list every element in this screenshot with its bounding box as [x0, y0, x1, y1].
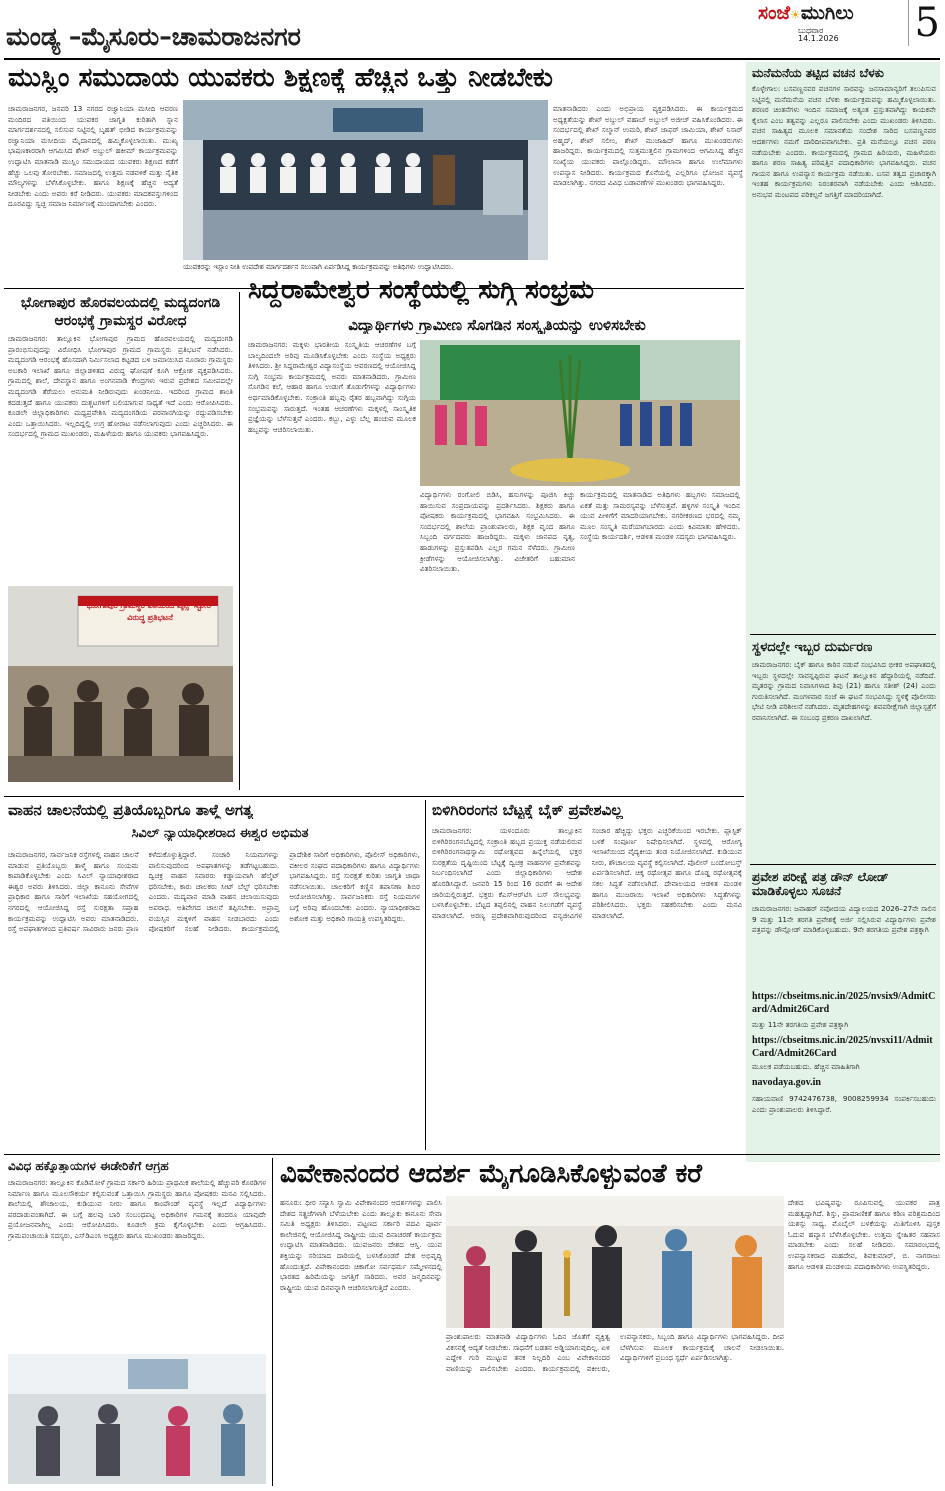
sidebar-url-mid: ಮತ್ತು 11ನೇ ತರಗತಿಯ ಪ್ರವೇಶ ಪತ್ರಕ್ಕಾಗಿ [752, 1020, 849, 1029]
mid-rule [4, 796, 744, 797]
sidebar-rule-1 [750, 634, 936, 635]
story7-body-left: ಹನೂರು: ಧೀರ ಸನ್ಯಾಸಿ ಸ್ವಾಮಿ ವಿವೇಕಾನಂದರ ಆದರ್ಶಗಳನ್ನು ಪಾಲಿಸಿ ದೇಶದ ಸತ್ಪ್ರಜೆಗಳಾಗಿ ಬೆಳೆಯಬೇಕು ಎಂದು ತಾಲ್ಲೂಕು ಕಾನೂನು ಸೇವಾ ಸಮಿತಿ ಅಧ್ಯಕ್ಷರು ತಿಳಿಸಿದರು. ಪಟ್ಟಣದ ಸರ್ಕಾರಿ ಪದವಿ ಪೂರ್ವ ಕಾಲೇಜಿನಲ್ಲಿ ಆಯೋಜಿಸಿದ್ದ ರಾಷ್ಟ್ರೀಯ ಯುವ ದಿನಾಚರಣೆ ಕಾರ್ಯಕ್ರಮ ಉದ್ಘಾಟಿಸಿ ಮಾತನಾಡಿದರು. ಯುವಜನರು ದೇಶದ ಆಸ್ತಿ. ಯುವ ಶಕ್ತಿಯನ್ನು ಸರಿಯಾದ ದಾರಿಯಲ್ಲಿ ಬಳಸಿಕೊಂಡರೆ ದೇಶ ಅಭಿವೃದ್ಧಿ ಹೊಂದುತ್ತದೆ. ವಿವೇಕಾನಂದರು ಚಿಕಾಗೋ ಸರ್ವಧರ್ಮ ಸಮ್ಮೇಳನದಲ್ಲಿ ಭಾರತದ ಹಿರಿಮೆಯನ್ನು ಜಗತ್ತಿಗೆ ಸಾರಿದರು. ಅವರ ಜನ್ಮದಿನವನ್ನು ರಾಷ್ಟ್ರೀಯ ಯುವ ದಿನವನ್ನಾಗಿ ಆಚರಿಸಲಾಗುತ್ತಿದೆ ಎಂದರು. [280, 1198, 442, 1292]
header-rule [4, 58, 940, 60]
story6-headline: ವಿವಿಧ ಹಕ್ಕೊತ್ತಾಯಗಳ ಈಡೇರಿಕೆಗೆ ಆಗ್ರಹ [8, 1160, 169, 1173]
story7-body-mid: ಪ್ರಾಂಶುಪಾಲರು ಮಾತನಾಡಿ ವಿದ್ಯಾರ್ಥಿಗಳು ಓದಿನ ಜೊತೆಗೆ ವ್ಯಕ್ತಿತ್ವ ವಿಕಸನಕ್ಕೆ ಆದ್ಯತೆ ನೀಡಬೇಕು. ಸಾಧನೆಗೆ ಬಡತನ ಅಡ್ಡಿಯಾಗುವುದಿಲ್ಲ. ಏಳಿ ಎದ್ದೇಳಿ ಗುರಿ ಮುಟ್ಟುವ ತನಕ ನಿಲ್ಲದಿರಿ ಎಂಬ ವಿವೇಕಾನಂದರ ವಾಣಿಯನ್ನು ಪಾಲಿಸಬೇಕು ಎಂದರು. ಕಾರ್ಯಕ್ರಮದಲ್ಲಿ ವಕೀಲರು, ಉಪನ್ಯಾಸಕರು, ಸಿಬ್ಬಂದಿ ಹಾಗೂ ವಿದ್ಯಾರ್ಥಿಗಳು ಭಾಗವಹಿಸಿದ್ದರು. ದೀಪ ಬೆಳಗಿಸುವ ಮೂಲಕ ಕಾರ್ಯಕ್ರಮಕ್ಕೆ ಚಾಲನೆ ನೀಡಲಾಯಿತು. ವಿದ್ಯಾರ್ಥಿಗಳಿಗೆ ಪ್ರಬಂಧ ಸ್ಪರ್ಧೆ ಏರ್ಪಡಿಸಲಾಗಿತ್ತು. [446, 1332, 784, 1373]
story6-photo [8, 1354, 266, 1484]
masthead [758, 0, 940, 46]
sidebar-phones: ಸಹಾಯವಾಣಿ 9742476738, 9008259934 ಸಂಪರ್ಕಿಸಬಹುದು ಎಂದು ಪ್ರಾಂಶುಪಾಲರು ತಿಳಿಸಿದ್ದಾರೆ. [752, 1094, 936, 1114]
logo-part-1: ಸಂಜೆ [758, 2, 791, 24]
story5-body: ಚಾಮರಾಜನಗರ: ಯಳಂದೂರು ತಾಲ್ಲೂಕಿನ ಬಿಳಿಗಿರಿರಂಗನಬೆಟ್ಟದಲ್ಲಿ ಸಂಕ್ರಾಂತಿ ಹಬ್ಬದ ಪ್ರಯುಕ್ತ ನಡೆಯಲಿರುವ ಬಿಳಿಗಿರಿರಂಗನಾಥಸ್ವಾಮಿ ರಥೋತ್ಸವದ ಹಿನ್ನೆಲೆಯಲ್ಲಿ ಭಕ್ತರ ಸುರಕ್ಷತೆಯ ದೃಷ್ಟಿಯಿಂದ ಬೆಟ್ಟಕ್ಕೆ ದ್ವಿಚಕ್ರ ವಾಹನಗಳ ಪ್ರವೇಶವನ್ನು ನಿರ್ಬಂಧಿಸಲಾಗಿದೆ ಎಂದು ಜಿಲ್ಲಾಧಿಕಾರಿಗಳು ಆದೇಶ ಹೊರಡಿಸಿದ್ದಾರೆ. ಜನವರಿ 15 ರಿಂದ 16 ರವರೆಗೆ ಈ ಆದೇಶ ಜಾರಿಯಲ್ಲಿರುತ್ತದೆ. ಭಕ್ತರು ಕೆಎಸ್‌ಆರ್‌ಟಿಸಿ ಬಸ್ ಸೌಲಭ್ಯವನ್ನು ಬಳಸಿಕೊಳ್ಳಬೇಕು. ಬೆಟ್ಟದ ತಪ್ಪಲಿನಲ್ಲಿ ವಾಹನ ನಿಲುಗಡೆಗೆ ವ್ಯವಸ್ಥೆ ಮಾಡಲಾಗಿದೆ. ಅರಣ್ಯ ಪ್ರದೇಶವಾಗಿರುವುದರಿಂದ ವನ್ಯಜೀವಿಗಳ ಸಂಚಾರ ಹೆಚ್ಚಿದ್ದು ಭಕ್ತರು ಎಚ್ಚರಿಕೆಯಿಂದ ಇರಬೇಕು. ಪ್ಲಾಸ್ಟಿಕ್ ಬಳಕೆ ಸಂಪೂರ್ಣ ನಿಷೇಧಿಸಲಾಗಿದೆ. ಸ್ಥಳದಲ್ಲಿ ಆರೋಗ್ಯ ಇಲಾಖೆಯಿಂದ ವೈದ್ಯಕೀಯ ತಂಡ ನಿಯೋಜಿಸಲಾಗಿದೆ. ಕುಡಿಯುವ ನೀರು, ಶೌಚಾಲಯ ವ್ಯವಸ್ಥೆ ಕಲ್ಪಿಸಲಾಗಿದೆ. ಪೊಲೀಸ್ ಬಂದೋಬಸ್ತ್ ಏರ್ಪಡಿಸಲಾಗಿದೆ. ಚಿಕ್ಕ ರಥೋತ್ಸವ ಹಾಗೂ ದೊಡ್ಡ ರಥೋತ್ಸವಕ್ಕೆ ಸಕಲ ಸಿದ್ಧತೆ ನಡೆಸಲಾಗಿದೆ. ದೇವಾಲಯದ ಆಡಳಿತ ಮಂಡಳಿ ಹಾಗೂ ಮುಜರಾಯಿ ಇಲಾಖೆ ಅಧಿಕಾರಿಗಳು ಸಿದ್ಧತೆಗಳನ್ನು ಪರಿಶೀಲಿಸಿದರು. ಭಕ್ತರು ಸಹಕರಿಸಬೇಕು ಎಂದು ಮನವಿ ಮಾಡಲಾಗಿದೆ. [432, 826, 742, 920]
issue-date: 14.1.2026 [798, 34, 839, 43]
page-number: 5 [908, 0, 940, 46]
story7-body-right: ದೇಶದ ಭವಿಷ್ಯವನ್ನು ರೂಪಿಸುವಲ್ಲಿ ಯುವಕರ ಪಾತ್ರ ಮಹತ್ವದ್ದಾಗಿದೆ. ಶಿಸ್ತು, ಪ್ರಾಮಾಣಿಕತೆ ಹಾಗೂ ಕಠಿಣ ಪರಿಶ್ರಮದಿಂದ ಯಶಸ್ಸು ಸಾಧ್ಯ. ಮೊಬೈಲ್ ಬಳಕೆಯನ್ನು ಮಿತಿಗೊಳಿಸಿ ಪುಸ್ತಕ ಓದುವ ಹವ್ಯಾಸ ಬೆಳೆಸಿಕೊಳ್ಳಬೇಕು. ಉತ್ತಮ ಸ್ನೇಹಿತರ ಸಹವಾಸ ಮಾಡಬೇಕು ಎಂದು ಸಲಹೆ ನೀಡಿದರು. ಸಮಾರಂಭದಲ್ಲಿ ಉಪನ್ಯಾಸಕರಾದ ಮಹದೇವ, ಶಿವಕುಮಾರ್, ಬಿ. ನಾಗರಾಜು ಹಾಗೂ ಆಡಳಿತ ಮಂಡಳಿಯ ಪದಾಧಿಕಾರಿಗಳು ಉಪಸ್ಥಿತರಿದ್ದರು. [788, 1198, 940, 1271]
story7-headline: ವಿವೇಕಾನಂದರ ಆದರ್ಶ ಮೈಗೂಡಿಸಿಕೊಳ್ಳುವಂತೆ ಕರೆ [280, 1160, 703, 1189]
column-divider [239, 292, 240, 790]
story2-body: ಚಾಮರಾಜನಗರ: ತಾಲ್ಲೂಕಿನ ಭೋಗಾಪುರ ಗ್ರಾಮದ ಹೊರವಲಯದಲ್ಲಿ ಮದ್ಯದಂಗಡಿ ಪ್ರಾರಂಭಿಸುವುದನ್ನು ವಿರೋಧಿಸಿ ಭೋಗಾಪುರ ಗ್ರಾಮದ ಗ್ರಾಮಸ್ಥರು ಪ್ರತಿಭಟನೆ ನಡೆಸಿದರು. ಮದ್ಯದಂಗಡಿ ಆರಂಭಕ್ಕೆ ಹೊಸದಾಗಿ ನಿರ್ಮಿಸಲಾದ ಕಟ್ಟಡದ ಬಳಿ ಜಮಾಯಿಸಿದ ನೂರಾರು ಗ್ರಾಮಸ್ಥರು ಅಬಕಾರಿ ಇಲಾಖೆ ಹಾಗೂ ಜಿಲ್ಲಾಡಳಿತದ ವಿರುದ್ಧ ಘೋಷಣೆ ಕೂಗಿ ಆಕ್ರೋಶ ವ್ಯಕ್ತಪಡಿಸಿದರು. ಗ್ರಾಮದಲ್ಲಿ ಶಾಲೆ, ದೇವಸ್ಥಾನ ಹಾಗೂ ಅಂಗನವಾಡಿ ಕೇಂದ್ರಗಳು ಇರುವ ಪ್ರದೇಶದ ಸಮೀಪದಲ್ಲೇ ಮದ್ಯದಂಗಡಿ ತೆರೆಯಲು ಅನುಮತಿ ನೀಡಿರುವುದು ಖಂಡನೀಯ. ಇದರಿಂದ ಗ್ರಾಮದ ಶಾಂತಿ ಕದಡುತ್ತದೆ ಹಾಗೂ ಯುವಕರು ದುಶ್ಚಟಗಳಿಗೆ ಬಲಿಯಾಗುವ ಸಾಧ್ಯತೆ ಇದೆ ಎಂದು ಆರೋಪಿಸಿದರು. ಕೂಡಲೇ ಜಿಲ್ಲಾಧಿಕಾರಿಗಳು ಮಧ್ಯಪ್ರವೇಶಿಸಿ ಮದ್ಯದಂಗಡಿಯ ಪರವಾನಗಿಯನ್ನು ರದ್ದುಪಡಿಸಬೇಕು ಎಂದು ಒತ್ತಾಯಿಸಿದರು. ಇಲ್ಲದಿದ್ದಲ್ಲಿ ಉಗ್ರ ಹೋರಾಟ ನಡೆಸಲಾಗುವುದು ಎಂದು ಎಚ್ಚರಿಸಿದರು. ಈ ಸಂದರ್ಭದಲ್ಲಿ ಗ್ರಾಮದ ಮುಖಂಡರು, ಮಹಿಳೆಯರು ಹಾಗೂ ಯುವಕರು ಭಾಗವಹಿಸಿದ್ದರು. [8, 334, 233, 439]
story1-body-left: ಚಾಮರಾಜನಗರ, ಜನವರಿ 13 ನಗರದ ರಜ್ವಾನಿಯಾ ಮಸೀದಿ ಆವರಣ ಮಂದಿರದ ವತಿಯಿಂದ ಯುವಕರ ಜಾಗೃತಿ ಕುರಿತಾಗಿ ಸ್ನಾನ ಮಾರ್ಗದರ್ಶನದಲ್ಲಿ ಸಲಿಸುವ ನಿಟ್ಟಿನಲ್ಲಿ ಬೃಹತ್ ಭೀಡಿದ ಕಾರ್ಯಕ್ರಮವನ್ನು ರಜ್ವಾನಿಯಾ ಮಸೀದಿಯ ಮೈದಾನದಲ್ಲಿ ಹಮ್ಮಿಕೊಳ್ಳಲಾಯಿತು. ಮುಖ್ಯ ಭಾಷಣಕಾರರಾಗಿ ಆಗಮಿಸಿದ ಶೇಖ್ ಅಬ್ದುಲ್ ಹಕೀಮ್ ಕಾರ್ಯಕ್ರಮವನ್ನು ಉದ್ಘಾಟಿಸಿ ಮಾತನಾಡಿ ಮುಸ್ಲಿಂ ಸಮುದಾಯದ ಯುವಕರು ಶಿಕ್ಷಣದ ಕಡೆಗೆ ಹೆಚ್ಚು ಒಲವು ತೋರಬೇಕು. ಸಮಾಜದಲ್ಲಿ ಉತ್ತಮ ನಡವಳಿಕೆ ಮತ್ತು ನೈತಿಕ ಮೌಲ್ಯಗಳನ್ನು ಬೆಳೆಸಿಕೊಳ್ಳಬೇಕು. ಹಾಗೂ ಶಿಕ್ಷಣಕ್ಕೆ ಹೆಚ್ಚಿನ ಆದ್ಯತೆ ನೀಡಬೇಕು ಎಂದು ಅವರು ಕರೆ ನೀಡಿದರು. ಯುವಕರು ಮಾದಕವಸ್ತುಗಳಿಂದ ದೂರವಿದ್ದು ಸ್ವಚ್ಛ ಸಮಾಜ ನಿರ್ಮಾಣಕ್ಕೆ ಮುಂದಾಗಬೇಕು ಎಂದರು. [8, 104, 178, 209]
story1-caption: ಯುವಕರನ್ನು ಇಸ್ಲಾಂ ನೀತಿ ಉಪದೇಶ ಮಾರ್ಗದರ್ಶನ ಸಲುವಾಗಿ ಏರ್ಪಡಿಸಿದ್ದ ಕಾರ್ಯಕ್ರಮವನ್ನು ಅತಿಥಿಗಳು ಉದ್ಘಾಟಿಸಿದರು. [183, 263, 454, 271]
memorandum-photo [8, 1354, 266, 1484]
story3-body-col1: ಚಾಮರಾಜನಗರ: ಮಕ್ಕಳು ಭಾರತೀಯ ಸಂಸ್ಕೃತಿಯ ಆಚರಣೆಗಳ ಬಗ್ಗೆ ಬಾಲ್ಯದಿಂದಲೇ ಅರಿವು ಮೂಡಿಸಿಕೊಳ್ಳಬೇಕು ಎಂದು ಸಂಸ್ಥೆಯ ಅಧ್ಯಕ್ಷರು ತಿಳಿಸಿದರು. ಶ್ರೀ ಸಿದ್ದರಾಮೇಶ್ವರ ವಿದ್ಯಾಸಂಸ್ಥೆಯ ಆವರಣದಲ್ಲಿ ಆಯೋಜಿಸಿದ್ದ ಸುಗ್ಗಿ ಸಂಭ್ರಮ ಕಾರ್ಯಕ್ರಮದಲ್ಲಿ ಅವರು ಮಾತನಾಡಿದರು. ಗ್ರಾಮೀಣ ಸೊಗಡಿನ ಕಲೆ, ಆಹಾರ ಹಾಗೂ ಉಡುಗೆ ತೊಡುಗೆಗಳನ್ನು ವಿದ್ಯಾರ್ಥಿಗಳು ಅರ್ಥಮಾಡಿಕೊಳ್ಳಬೇಕು. ಸಂಕ್ರಾಂತಿ ಹಬ್ಬವು ರೈತರ ಹಬ್ಬವಾಗಿದ್ದು ಸುಗ್ಗಿಯ ಸಂಭ್ರಮವನ್ನು ಸಾರುತ್ತದೆ. ಇಂತಹ ಆಚರಣೆಗಳು ಮಕ್ಕಳಲ್ಲಿ ಸಾಂಸ್ಕೃತಿಕ ಪ್ರಜ್ಞೆಯನ್ನು ಬೆಳೆಸುತ್ತವೆ ಎಂದರು. ಕಬ್ಬು, ಎಳ್ಳು ಬೆಲ್ಲ ಹಂಚುವ ಮೂಲಕ ಹಬ್ಬವನ್ನು ಆಚರಿಸಲಾಯಿತು. [248, 340, 416, 434]
sidebar-item3-body: ಚಾಮರಾಜನಗರ: ಜವಾಹರ್ ನವೋದಯ ವಿದ್ಯಾಲಯದ 2026–27ನೇ ಸಾಲಿನ 9 ಮತ್ತು 11ನೇ ತರಗತಿ ಪ್ರವೇಶಕ್ಕೆ ಅರ್ಜಿ ಸಲ್ಲಿಸಿರುವ ವಿದ್ಯಾರ್ಥಿಗಳು ಪ್ರವೇಶ ಪತ್ರವನ್ನು ಡೌನ್ಲೋಡ್ ಮಾಡಿಕೊಳ್ಳಬಹುದು. 9ನೇ ತರಗತಿಯ ಪ್ರವೇಶ ಪತ್ರಕ್ಕಾಗಿ [752, 904, 936, 935]
story7-photo [446, 1196, 784, 1328]
sidebar-item3-head: ಪ್ರವೇಶ ಪರೀಕ್ಷೆ ಪತ್ರ ಡೌನ್ ಲೋಡ್ ಮಾಡಿಕೊಳ್ಳಲು ಸೂಚನೆ [752, 870, 889, 899]
story6-body: ಚಾಮರಾಜನಗರ: ತಾಲ್ಲೂಕಿನ ಕೊಡಿಮೋಳೆ ಗ್ರಾಮದ ಸರ್ಕಾರಿ ಹಿರಿಯ ಪ್ರಾಥಮಿಕ ಶಾಲೆಯಲ್ಲಿ ಹೆಚ್ಚುವರಿ ಕೊಠಡಿಗಳ ನಿರ್ಮಾಣ ಹಾಗೂ ಮೂಲಸೌಕರ್ಯ ಕಲ್ಪಿಸುವಂತೆ ಒತ್ತಾಯಿಸಿ ಗ್ರಾಮಸ್ಥರು ಹಾಗೂ ಪೋಷಕರು ಮನವಿ ಸಲ್ಲಿಸಿದರು. ಶಾಲೆಯಲ್ಲಿ ಶೌಚಾಲಯ, ಕುಡಿಯುವ ನೀರು ಹಾಗೂ ಕಾಂಪೌಂಡ್ ವ್ಯವಸ್ಥೆ ಇಲ್ಲದೆ ವಿದ್ಯಾರ್ಥಿಗಳು ಪರದಾಡುವಂತಾಗಿದೆ. ಈ ಬಗ್ಗೆ ಹಲವು ಬಾರಿ ಸಂಬಂಧಪಟ್ಟ ಅಧಿಕಾರಿಗಳ ಗಮನಕ್ಕೆ ತಂದರೂ ಯಾವುದೇ ಪ್ರಯೋಜನವಾಗಿಲ್ಲ ಎಂದು ಆರೋಪಿಸಿದರು. ಕೂಡಲೇ ಕ್ರಮ ಕೈಗೊಳ್ಳಬೇಕು ಎಂದು ಆಗ್ರಹಿಸಿದರು. ಗ್ರಾಮಪಂಚಾಯಿತಿ ಸದಸ್ಯರು, ಎಸ್‌ಡಿಎಂಸಿ ಅಧ್ಯಕ್ಷರು ಹಾಗೂ ಮುಖಂಡರು ಹಾಜರಿದ್ದರು. [8, 1178, 266, 1240]
issue-day: ಬುಧವಾರ [798, 26, 824, 35]
lower-rule [4, 1154, 940, 1155]
section-title: ಮಂಡ್ಯ –ಮೈಸೂರು–ಚಾಮರಾಜನಗರ [6, 22, 301, 51]
story5-headline: ಬಿಳಿಗಿರಿರಂಗನ ಬೆಟ್ಟಕ್ಕೆ ಬೈಕ್ ಪ್ರವೇಶವಿಲ್ಲ [432, 802, 623, 819]
story2-headline: ಭೋಗಾಪುರ ಹೊರವಲಯದಲ್ಲಿ ಮದ್ಯದಂಗಡಿ ಆರಂಭಕ್ಕೆ ಗ್ರಾಮಸ್ಥರ ವಿರೋಧ [20, 295, 221, 329]
story4-body: ಚಾಮರಾಜನಗರ, ಸಾರ್ವಜನಿಕ ರಸ್ತೆಗಳಲ್ಲಿ ವಾಹನ ಚಾಲನೆ ಮಾಡುವ ಪ್ರತಿಯೊಬ್ಬರು ತಾಳ್ಮೆ ಹಾಗೂ ಸಂಯಮ ಕಾಪಾಡಿಕೊಳ್ಳಬೇಕು ಎಂದು ಸಿವಿಲ್ ನ್ಯಾಯಾಧೀಶರಾದ ಈಶ್ವರ ಅವರು ತಿಳಿಸಿದರು. ಜಿಲ್ಲಾ ಕಾನೂನು ಸೇವೆಗಳ ಪ್ರಾಧಿಕಾರ ಹಾಗೂ ಸಾರಿಗೆ ಇಲಾಖೆಯ ಸಹಯೋಗದಲ್ಲಿ ನಗರದಲ್ಲಿ ಆಯೋಜಿಸಿದ್ದ ರಸ್ತೆ ಸುರಕ್ಷತಾ ಸಪ್ತಾಹ ಕಾರ್ಯಕ್ರಮವನ್ನು ಉದ್ಘಾಟಿಸಿ ಅವರು ಮಾತನಾಡಿದರು. ರಸ್ತೆ ಅಪಘಾತಗಳಿಂದ ಪ್ರತಿವರ್ಷ ಸಾವಿರಾರು ಜನರು ಪ್ರಾಣ ಕಳೆದುಕೊಳ್ಳುತ್ತಿದ್ದಾರೆ. ಸಂಚಾರಿ ನಿಯಮಗಳನ್ನು ಪಾಲಿಸುವುದರಿಂದ ಅಪಘಾತಗಳನ್ನು ತಡೆಗಟ್ಟಬಹುದು. ದ್ವಿಚಕ್ರ ವಾಹನ ಸವಾರರು ಕಡ್ಡಾಯವಾಗಿ ಹೆಲ್ಮೆಟ್ ಧರಿಸಬೇಕು, ಕಾರು ಚಾಲಕರು ಸೀಟ್ ಬೆಲ್ಟ್ ಧರಿಸಬೇಕು ಎಂದರು. ಮದ್ಯಪಾನ ಮಾಡಿ ವಾಹನ ಚಲಾಯಿಸುವುದು ಅಪರಾಧ. ಅತಿವೇಗದ ಚಾಲನೆ ತಪ್ಪಿಸಬೇಕು. ಅಪ್ರಾಪ್ತ ವಯಸ್ಸಿನ ಮಕ್ಕಳಿಗೆ ವಾಹನ ನೀಡಬಾರದು ಎಂದು ಪೋಷಕರಿಗೆ ಸಲಹೆ ನೀಡಿದರು. ಕಾರ್ಯಕ್ರಮದಲ್ಲಿ ಪ್ರಾದೇಶಿಕ ಸಾರಿಗೆ ಅಧಿಕಾರಿಗಳು, ಪೊಲೀಸ್ ಅಧಿಕಾರಿಗಳು, ವಕೀಲರ ಸಂಘದ ಪದಾಧಿಕಾರಿಗಳು ಹಾಗೂ ವಿದ್ಯಾರ್ಥಿಗಳು ಭಾಗವಹಿಸಿದ್ದರು. ರಸ್ತೆ ಸುರಕ್ಷತೆ ಕುರಿತು ಜಾಗೃತಿ ಜಾಥಾ ನಡೆಸಲಾಯಿತು. ಚಾಲಕರಿಗೆ ಕಣ್ಣಿನ ತಪಾಸಣಾ ಶಿಬಿರ ಆಯೋಜಿಸಲಾಗಿತ್ತು. ಸಾರ್ವಜನಿಕರು ರಸ್ತೆ ನಿಯಮಗಳ ಬಗ್ಗೆ ಅರಿವು ಹೊಂದಬೇಕು ಎಂದರು. ನ್ಯಾಯಾಧೀಶರಾದ ಅಶೋಕ ಮತ್ತು ಅಧಿಕಾರಿ ಗಾಯತ್ರಿ ಉಪಸ್ಥಿತರಿದ್ದರು. [8, 850, 420, 934]
column-divider-3 [272, 1158, 273, 1486]
story1-headline: ಮುಸ್ಲಿಂ ಸಮುದಾಯ ಯುವಕರು ಶಿಕ್ಷಣಕ್ಕೆ ಹೆಚ್ಚಿನ ಒತ್ತು ನೀಡಬೇಕು [8, 64, 553, 93]
sidebar-item1-body: ಕೊಳ್ಳೇಗಾಲ: ಬಸವಣ್ಣನವರ ವಚನಗಳ ಸಾರವನ್ನು ಜನಸಾಮಾನ್ಯರಿಗೆ ತಲುಪಿಸುವ ನಿಟ್ಟಿನಲ್ಲಿ ಮನೆಮನೆಯ ವಚನ ಬೆಳಕು ಕಾರ್ಯಕ್ರಮವನ್ನು ಹಮ್ಮಿಕೊಳ್ಳಲಾಯಿತು. ಶರಣರ ಚಿಂತನೆಗಳು ಇಂದಿನ ಸಮಾಜಕ್ಕೆ ಅತ್ಯಂತ ಪ್ರಸ್ತುತವಾಗಿದ್ದು ಕಾಯಕವೇ ಕೈಲಾಸ ಎಂಬ ತತ್ವವನ್ನು ಎಲ್ಲರೂ ಪಾಲಿಸಬೇಕು ಎಂದು ಮುಖಂಡರು ತಿಳಿಸಿದರು. ವಚನ ಸಾಹಿತ್ಯದ ಮೂಲಕ ಸಮಾನತೆಯ ಸಂದೇಶ ಸಾರಿದ ಬಸವಣ್ಣನವರ ಆದರ್ಶಗಳು ನಮಗೆ ದಾರಿದೀಪವಾಗಬೇಕು. ಪ್ರತಿ ಮನೆಯಲ್ಲೂ ವಚನ ಪಠಣ ನಡೆಯಬೇಕು ಎಂದರು. ಕಾರ್ಯಕ್ರಮದಲ್ಲಿ ಗ್ರಾಮದ ಹಿರಿಯರು, ಮಹಿಳೆಯರು ಹಾಗೂ ಶರಣ ಸಾಹಿತ್ಯ ಪರಿಷತ್ತಿನ ಪದಾಧಿಕಾರಿಗಳು ಭಾಗವಹಿಸಿದ್ದರು. ವಚನ ಗಾಯನ ಹಾಗೂ ಉಪನ್ಯಾಸ ಕಾರ್ಯಕ್ರಮ ನಡೆಯಿತು. ಬಸವ ತತ್ವದ ಪ್ರಚಾರಕ್ಕಾಗಿ ಇಂತಹ ಕಾರ್ಯಕ್ರಮಗಳು ನಿರಂತರವಾಗಿ ನಡೆಯಬೇಕು ಎಂದು ಆಶಿಸಿದರು. ಅನುಭವ ಮಂಟಪದ ಪರಿಕಲ್ಪನೆ ಜಗತ್ತಿಗೆ ಮಾದರಿಯಾಗಿದೆ. [752, 84, 936, 199]
admit-card-link-11[interactable]: https://cbseitms.nic.in/2025/nvsxi11/AdmitCard/Admit26Card [752, 1035, 933, 1059]
story3-body-col2: ವಿದ್ಯಾರ್ಥಿಗಳು ರಂಗೋಲಿ ಬಿಡಿಸಿ, ಹಸುಗಳನ್ನು ಪೂಜಿಸಿ ಕಿಚ್ಚು ಹಾಯಿಸುವ ಸಂಪ್ರದಾಯವನ್ನು ಪ್ರದರ್ಶಿಸಿದರು. ಶಿಕ್ಷಕರು ಹಾಗೂ ಪೋಷಕರು ಕಾರ್ಯಕ್ರಮದಲ್ಲಿ ಭಾಗವಹಿಸಿ ಸಂಭ್ರಮಿಸಿದರು. ಈ ಸಂದರ್ಭದಲ್ಲಿ ಶಾಲೆಯ ಪ್ರಾಂಶುಪಾಲರು, ಶಿಕ್ಷಕ ವೃಂದ ಹಾಗೂ ಸಿಬ್ಬಂದಿ ವರ್ಗದವರು ಹಾಜರಿದ್ದರು. ಮಕ್ಕಳು ಜಾನಪದ ನೃತ್ಯ, ಹಾಡುಗಳನ್ನು ಪ್ರಸ್ತುತಪಡಿಸಿ ಎಲ್ಲರ ಗಮನ ಸೆಳೆದರು. ಗ್ರಾಮೀಣ ಕ್ರೀಡೆಗಳನ್ನು ಆಯೋಜಿಸಲಾಗಿತ್ತು. ವಿಜೇತರಿಗೆ ಬಹುಮಾನ ವಿತರಿಸಲಾಯಿತು. [420, 490, 575, 574]
story1-body-right: ಮಾತನಾಡಿದರು ಎಂದು ಅಭಿಪ್ರಾಯ ವ್ಯಕ್ತಪಡಿಸಿದರು. ಈ ಕಾರ್ಯಕ್ರಮದ ಅಧ್ಯಕ್ಷತೆಯನ್ನು ಶೇಖ್ ಅಬ್ದುಲ್ ವಹಾಬ್ ಅಬ್ದುಲ್ ಅಜೀಜ್ ವಹಿಸಿಕೊಂಡಿದರು. ಈ ಸಂದರ್ಭದಲ್ಲಿ ಶೇಖ್ ಸಲ್ಮಾನ್ ಉಮರಿ, ಶೇಖ್ ಜಾಫರ್ ಜಾಮಿಯಾ, ಶೇಖ್ ನಿಸಾರ್ ಅಹ್ಮದ್, ಶೇಖ್ ಸಲೀಂ, ಶೇಖ್ ಮುಜಾಹಿದ್ ಹಾಗೂ ಮುಖಂಡರುಗಳು ಹಾಜರಿದ್ದರು. ಕಾರ್ಯಕ್ರಮದಲ್ಲಿ ಸುತ್ತಮುತ್ತಲಿನ ಗ್ರಾಮಗಳಿಂದ ಆಗಮಿಸಿದ್ದ ಹೆಚ್ಚಿನ ಸಂಖ್ಯೆಯ ಯುವಕರು ಪಾಲ್ಗೊಂಡಿದ್ದರು. ಮೌಲಾನಾ ಹಾಗೂ ಉಲೆಮಾಗಳು ಉಪನ್ಯಾಸ ನೀಡಿದರು. ಕಾರ್ಯಕ್ರಮದ ಕೊನೆಯಲ್ಲಿ ಎಲ್ಲರಿಗೂ ಭೋಜನ ವ್ಯವಸ್ಥೆ ಮಾಡಲಾಗಿತ್ತು. ನಗರದ ವಿವಿಧ ಬಡಾವಣೆಗಳ ಮುಖಂಡರು ಭಾಗವಹಿಸಿದ್ದರು. [553, 104, 743, 188]
sidebar-item2-body: ಚಾಮರಾಜನಗರ: ಬೈಕ್ ಹಾಗೂ ಕಾರಿನ ನಡುವೆ ಸಂಭವಿಸಿದ ಭೀಕರ ಅಪಘಾತದಲ್ಲಿ ಇಬ್ಬರು ಸ್ಥಳದಲ್ಲೇ ಸಾವನ್ನಪ್ಪಿರುವ ಘಟನೆ ತಾಲ್ಲೂಕಿನ ಹೆದ್ದಾರಿಯಲ್ಲಿ ನಡೆದಿದೆ. ಮೃತರನ್ನು ಗ್ರಾಮದ ನಿವಾಸಿಗಳಾದ ಶಿವು (21) ಹಾಗೂ ಸತೀಶ್ (24) ಎಂದು ಗುರುತಿಸಲಾಗಿದೆ. ಮಂಗಳವಾರ ಸಂಜೆ ಈ ಘಟನೆ ಸಂಭವಿಸಿದ್ದು ಸ್ಥಳಕ್ಕೆ ಪೊಲೀಸರು ಭೇಟಿ ನೀಡಿ ಪರಿಶೀಲನೆ ನಡೆಸಿದರು. ಮೃತದೇಹಗಳನ್ನು ಶವಪರೀಕ್ಷೆಗಾಗಿ ಜಿಲ್ಲಾಸ್ಪತ್ರೆಗೆ ರವಾನಿಸಲಾಗಿದೆ. ಈ ಸಂಬಂಧ ಪ್ರಕರಣ ದಾಖಲಾಗಿದೆ. [752, 660, 936, 722]
logo-part-2: ಮುಗಿಲು [800, 2, 854, 24]
sidebar-rule-2 [750, 864, 936, 865]
sidebar-item1-head: ಮನೆಮನೆಯ ತಟ್ಟಿದ ವಚನ ಬೆಳಕು [752, 66, 884, 80]
column-divider-2 [425, 800, 426, 1150]
admit-card-link-9[interactable]: https://cbseitms.nic.in/2025/nvsix9/AdmitCard/Admit26Card [752, 991, 936, 1015]
navodaya-link[interactable]: navodaya.gov.in [752, 1077, 821, 1088]
story4-headline: ವಾಹನ ಚಾಲನೆಯಲ್ಲಿ ಪ್ರತಿಯೊಬ್ಬರಿಗೂ ತಾಳ್ಮೆ ಅಗತ್ಯ [8, 802, 254, 819]
story3-headline: ಸಿದ್ದರಾಮೇಶ್ವರ ಸಂಸ್ಥೆಯಲ್ಲಿ ಸುಗ್ಗಿ ಸಂಭ್ರಮ [248, 276, 594, 305]
event-stage-photo [183, 100, 548, 260]
protest-banner-text: ಭೋಗಾಪುರ ಗ್ರಾಮಸ್ಥರ ವತಿಯಿಂದ ವೈನ್ಸ್ ಸ್ಟೋರ್ ವಿರುದ್ಧ ಪ್ರತಿಭಟನೆ [86, 601, 214, 622]
story4-subhead: ಸಿವಿಲ್ ನ್ಯಾಯಾಧೀಶರಾದ ಈಶ್ವರ ಅಭಿಮತ [131, 826, 309, 841]
story3-subhead: ವಿದ್ಯಾರ್ಥಿಗಳು ಗ್ರಾಮೀಣ ಸೊಗಡಿನ ಸಂಸ್ಕೃತಿಯನ್ನು ಉಳಿಸಬೇಕು [348, 316, 646, 334]
sidebar-url-tail: ಮೂಲಕ ಪಡೆಯಬಹುದು. ಹೆಚ್ಚಿನ ಮಾಹಿತಿಗಾಗಿ [752, 1062, 860, 1071]
story3-body-col3: ಕಾರ್ಯಕ್ರಮದಲ್ಲಿ ಮಾತನಾಡಿದ ಅತಿಥಿಗಳು ಹಬ್ಬಗಳು ಸಮಾಜದಲ್ಲಿ ಏಕತೆ ಮತ್ತು ಸಾಮರಸ್ಯವನ್ನು ಬೆಳೆಸುತ್ತವೆ. ಹಳ್ಳಿಗಳ ಸಂಸ್ಕೃತಿ ಇಂದಿನ ಯುವ ಪೀಳಿಗೆಗೆ ಮಾದರಿಯಾಗಬೇಕು. ನಗರೀಕರಣದ ಭರದಲ್ಲಿ ನಮ್ಮ ಮೂಲ ಸಂಸ್ಕೃತಿ ಮರೆಯಾಗಬಾರದು ಎಂದು ಕಿವಿಮಾತು ಹೇಳಿದರು. ಸಂಸ್ಥೆಯ ಕಾರ್ಯದರ್ಶಿ, ಆಡಳಿತ ಮಂಡಳಿ ಸದಸ್ಯರು ಭಾಗವಹಿಸಿದ್ದರು. [580, 490, 740, 542]
story1-photo [183, 100, 548, 260]
harvest-festival-photo [420, 340, 740, 486]
story3-photo [420, 340, 740, 486]
newspaper-logo [758, 2, 854, 24]
lamp-lighting-photo [446, 1196, 784, 1328]
sidebar-item2-head: ಸ್ಥಳದಲ್ಲೇ ಇಬ್ಬರ ದುರ್ಮರಣ [752, 640, 873, 655]
sun-icon: ☀ [790, 8, 801, 22]
